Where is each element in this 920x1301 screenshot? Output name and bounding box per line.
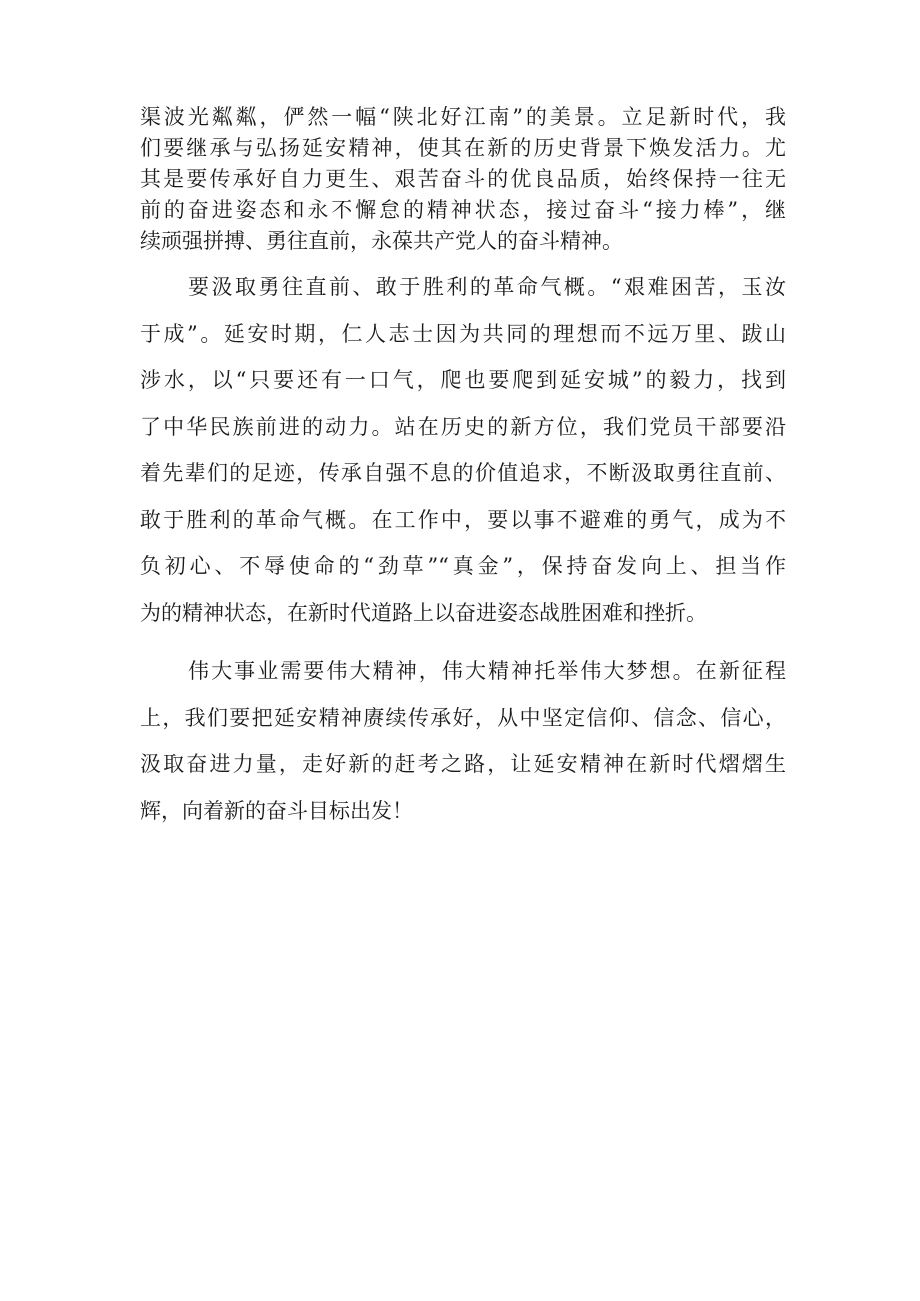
paragraph-2 <box>140 264 786 636</box>
text-line: 辉，向着新的奋斗目标出发！ <box>140 798 413 823</box>
text-line: 于成”。延安时期，仁人志士因为共同的理想而不远万里、跋山 <box>140 321 786 346</box>
text-line: 汲取奋进力量，走好新的赶考之路，让延安精神在新时代熠熠生 <box>140 752 786 776</box>
text-line: 渠波光粼粼，俨然一幅“陕北好江南”的美景。立足新时代，我 <box>140 105 786 129</box>
text-line: 们要继承与弘扬延安精神，使其在新的历史背景下焕发活力。尤 <box>140 136 786 160</box>
text-line: 上，我们要把延安精神赓续传承好，从中坚定信仰、信念、信心， <box>140 705 786 730</box>
paragraph-3 <box>140 648 786 834</box>
text-line: 敢于胜利的革命气概。在工作中，要以事不避难的勇气，成为不 <box>140 507 786 532</box>
text-line: 要汲取勇往直前、敢于胜利的革命气概。“艰难困苦，玉汝 <box>188 275 786 299</box>
text-line: 涉水，以“只要还有一口气，爬也要爬到延安城”的毅力，找到 <box>140 368 786 392</box>
text-line: 其是要传承好自力更生、艰苦奋斗的优良品质，始终保持一往无 <box>140 167 786 191</box>
text-line: 着先辈们的足迹，传承自强不息的价值追求，不断汲取勇往直前、 <box>140 461 786 485</box>
text-line: 续顽强拼搏、勇往直前，永葆共产党人的奋斗精神。 <box>140 229 623 253</box>
text-line: 了中华民族前进的动力。站在历史的新方位，我们党员干部要沿 <box>140 414 786 439</box>
text-line: 前的奋进姿态和永不懈怠的精神状态，接过奋斗“接力棒”，继 <box>140 198 786 222</box>
text-line: 伟大事业需要伟大精神，伟大精神托举伟大梦想。在新征程 <box>188 659 786 683</box>
text-line: 负初心、不辱使命的“劲草”“真金”，保持奋发向上、担当作 <box>140 554 786 578</box>
paragraph-1 <box>140 102 786 257</box>
text-line: 为的精神状态，在新时代道路上以奋进姿态战胜困难和挫折。 <box>140 600 707 625</box>
